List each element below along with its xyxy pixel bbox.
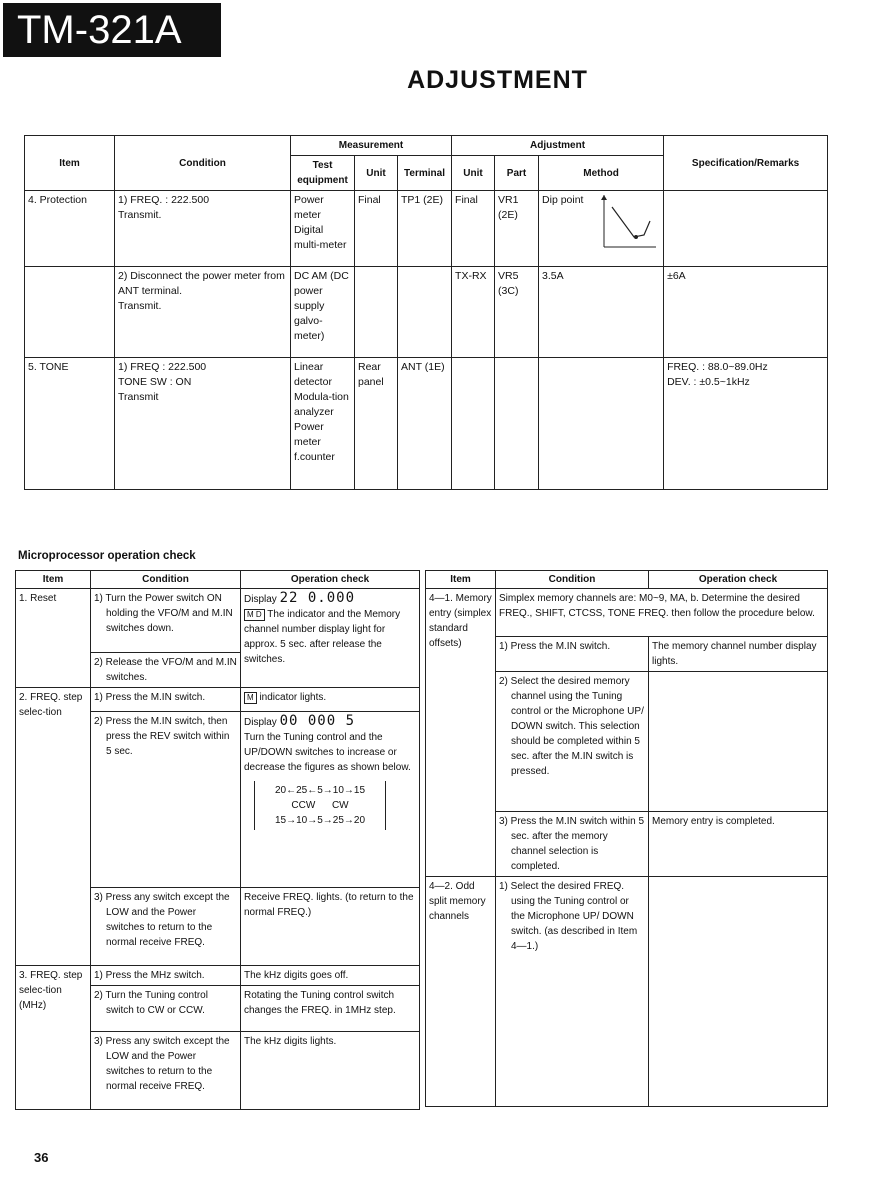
diagram-bottom: 15→10→5→25→20 bbox=[274, 815, 366, 826]
cell-part: VR5 (3C) bbox=[495, 267, 539, 358]
mhz-condition-2: 2) Turn the Tuning control switch to CW or CCW. bbox=[91, 986, 241, 1032]
cell-part: VR1 (2E) bbox=[495, 191, 539, 267]
cell-condition: 1) FREQ. : 222.500 Transmit. bbox=[115, 191, 291, 267]
cell-item: 5. TONE bbox=[25, 358, 115, 490]
micro-table-right bbox=[425, 570, 828, 1107]
item-freq-step: 2. FREQ. step selec-tion bbox=[16, 688, 91, 966]
item-mhz-step: 3. FREQ. step selec-tion (MHz) bbox=[16, 966, 91, 1110]
diagram-top: 20←25←5→10→15 bbox=[274, 785, 366, 796]
mhz-check-2: Rotating the Tuning control switch changes the FREQ. in 1MHz step. bbox=[241, 986, 420, 1032]
col-check: Operation check bbox=[649, 571, 828, 589]
col-adj-unit: Unit bbox=[452, 156, 495, 191]
item-memory-entry: 4—1. Memory entry (simplex standard offsets) bbox=[426, 589, 496, 877]
odd-condition-1: 1) Select the desired FREQ. using the Tuning control or the Microphone UP/ DOWN switch. (as described in Item 4—1.) bbox=[496, 877, 649, 1107]
mem-condition-3: 3) Press the M.IN switch within 5 sec. after the memory channel selection is completed. bbox=[496, 812, 649, 877]
reset-condition-2: 2) Release the VFO/M and M.IN switches. bbox=[91, 653, 241, 688]
table-row bbox=[25, 191, 828, 267]
cell-spec bbox=[664, 191, 828, 267]
ccw-label: CCW bbox=[291, 800, 316, 811]
cell-item: 4. Protection bbox=[25, 191, 115, 267]
diagram-dirs bbox=[259, 798, 381, 813]
mem-check-3: Memory entry is completed. bbox=[649, 812, 828, 877]
fs-check-3: Receive FREQ. lights. (to return to the normal FREQ.) bbox=[241, 888, 420, 966]
mhz-condition-3: 3) Press any switch except the LOW and the Power switches to return to the normal receive FREQ. bbox=[91, 1032, 241, 1110]
col-test-equipment: Test equipment bbox=[291, 156, 355, 191]
cw-label: CW bbox=[331, 800, 349, 811]
fs-condition-2: 2) Press the M.IN switch, then press the REV switch within 5 sec. bbox=[91, 712, 241, 888]
fs-check-2 bbox=[241, 712, 420, 888]
cell-equipment: Linear detector Modula-tion analyzer Power meter f.counter bbox=[291, 358, 355, 490]
lcd-display: 22 0.000 bbox=[279, 590, 356, 606]
page-number: 36 bbox=[34, 1150, 49, 1165]
cell-spec: ±6A bbox=[664, 267, 828, 358]
lcd-display: 00 000 5 bbox=[279, 713, 356, 729]
col-condition: Condition bbox=[115, 136, 291, 191]
cell-equipment: DC AM (DC power supply galvo-meter) bbox=[291, 267, 355, 358]
display-label: Display bbox=[244, 594, 277, 605]
cell-method: 3.5A bbox=[539, 267, 664, 358]
col-check: Operation check bbox=[241, 571, 420, 589]
cell-equipment: Power meter Digital multi-meter bbox=[291, 191, 355, 267]
col-condition: Condition bbox=[496, 571, 649, 589]
mem-condition-1: 1) Press the M.IN switch. bbox=[496, 637, 649, 672]
mem-condition-2: 2) Select the desired memory channel using the Tuning control or the Microphone UP/ DOWN switch. This selection should be completed within 5 sec. after the M.IN switch is pressed. bbox=[496, 672, 649, 812]
cell-terminal bbox=[398, 267, 452, 358]
fs-condition-3: 3) Press any switch except the LOW and the Power switches to return to the normal receive FREQ. bbox=[91, 888, 241, 966]
cell-terminal: TP1 (2E) bbox=[398, 191, 452, 267]
fs-check-2-text: Turn the Tuning control and the UP/DOWN switches to increase or decrease the figures as shown below. bbox=[244, 732, 411, 773]
cell-unit bbox=[355, 267, 398, 358]
mhz-check-3: The kHz digits lights. bbox=[241, 1032, 420, 1110]
fs-check-1-text: indicator lights. bbox=[259, 692, 327, 703]
col-adjustment: Adjustment bbox=[452, 136, 664, 156]
step-sequence-diagram bbox=[254, 781, 386, 830]
col-method: Method bbox=[539, 156, 664, 191]
m-indicator-icon: M bbox=[244, 692, 257, 704]
model-label: TM-321A bbox=[3, 3, 221, 57]
col-terminal: Terminal bbox=[398, 156, 452, 191]
mem-check-1: The memory channel number display lights. bbox=[649, 637, 828, 672]
col-condition: Condition bbox=[91, 571, 241, 589]
cell-adj-unit: TX-RX bbox=[452, 267, 495, 358]
col-spec: Specification/Remarks bbox=[664, 136, 828, 191]
micro-table-left bbox=[15, 570, 420, 1110]
mem-check-2 bbox=[649, 672, 828, 812]
cell-spec: FREQ. : 88.0~89.0Hz DEV. : ±0.5~1kHz bbox=[664, 358, 828, 490]
table-row bbox=[25, 267, 828, 358]
adjustment-table bbox=[24, 135, 828, 490]
item-odd-split: 4—2. Odd split memory channels bbox=[426, 877, 496, 1107]
cell-item bbox=[25, 267, 115, 358]
cell-method bbox=[539, 358, 664, 490]
col-unit: Unit bbox=[355, 156, 398, 191]
display-label: Display bbox=[244, 717, 277, 728]
dip-point-graph bbox=[600, 193, 658, 251]
reset-check bbox=[241, 589, 420, 688]
cell-adj-unit: Final bbox=[452, 191, 495, 267]
col-item: Item bbox=[16, 571, 91, 589]
col-item: Item bbox=[25, 136, 115, 191]
section-title: Microprocessor operation check bbox=[18, 550, 196, 562]
fs-condition-1: 1) Press the M.IN switch. bbox=[91, 688, 241, 712]
cell-part bbox=[495, 358, 539, 490]
reset-condition-1: 1) Turn the Power switch ON holding the VFO/M and M.IN switches down. bbox=[91, 589, 241, 653]
md-indicator-icon: M D bbox=[244, 609, 265, 621]
cell-unit: Final bbox=[355, 191, 398, 267]
memory-intro: Simplex memory channels are: M0~9, MA, b. Determine the desired FREQ., SHIFT, CTCSS, TONE FREQ. then follow the procedure below. bbox=[496, 589, 828, 637]
cell-terminal: ANT (1E) bbox=[398, 358, 452, 490]
cell-adj-unit bbox=[452, 358, 495, 490]
item-reset: 1. Reset bbox=[16, 589, 91, 688]
fs-check-1 bbox=[241, 688, 420, 712]
col-item: Item bbox=[426, 571, 496, 589]
cell-method: Dip point bbox=[539, 191, 664, 267]
odd-check-1 bbox=[649, 877, 828, 1107]
reset-check-text: The indicator and the Memory channel number display light for approx. 5 sec. after release the switches. bbox=[244, 609, 401, 665]
col-part: Part bbox=[495, 156, 539, 191]
page-title: ADJUSTMENT bbox=[407, 66, 588, 94]
cell-condition: 1) FREQ : 222.500 TONE SW : ON Transmit bbox=[115, 358, 291, 490]
mhz-condition-1: 1) Press the MHz switch. bbox=[91, 966, 241, 986]
col-measurement: Measurement bbox=[291, 136, 452, 156]
cell-condition: 2) Disconnect the power meter from ANT terminal. Transmit. bbox=[115, 267, 291, 358]
cell-unit: Rear panel bbox=[355, 358, 398, 490]
table-row bbox=[25, 358, 828, 490]
mhz-check-1: The kHz digits goes off. bbox=[241, 966, 420, 986]
